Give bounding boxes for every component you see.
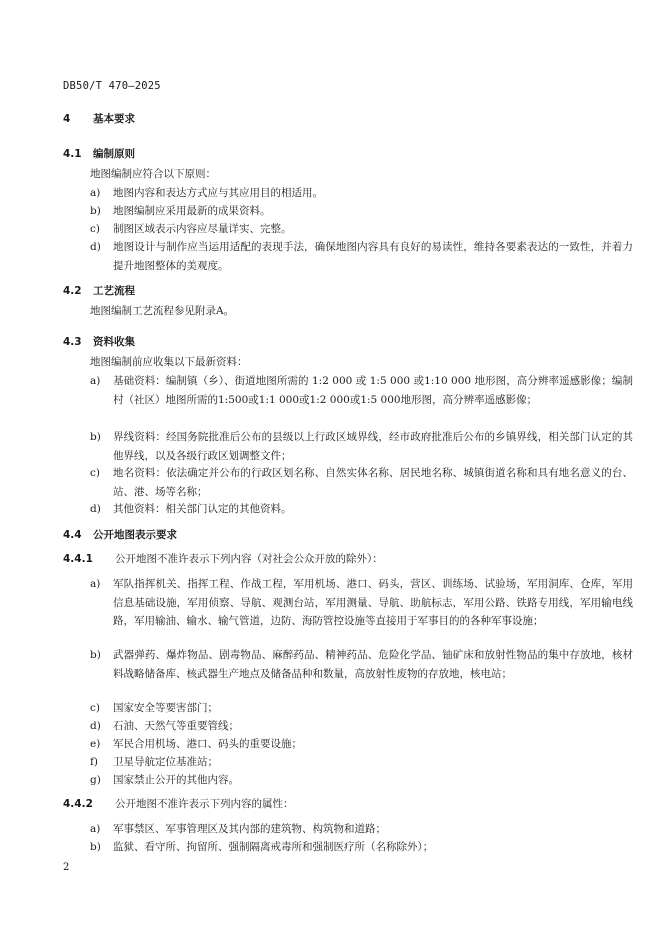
- list-text: 石油、天然气等重要管线；: [113, 720, 239, 732]
- list-text: 武器弹药、爆炸物品、剧毒物品、麻醉药品、精神药品、危险化学品、铀矿床和放射性物品的集中存放地，核材料战略储备库、核武器生产地点及储备品种和数量，高放射性废物的存放地，核电站；: [113, 649, 633, 680]
- paragraph: 地图编制应符合以下原则：: [90, 168, 216, 180]
- list-marker: f): [90, 756, 98, 768]
- list-marker: c): [90, 467, 100, 479]
- clause-text: 公开地图不准许表示下列内容的属性：: [115, 798, 294, 810]
- list-text: 地图设计与制作应当运用适配的表现手法，确保地图内容具有良好的易读性，维持各要素表达的一致性，并着力提升地图整体的美观度。: [113, 241, 633, 272]
- list-text: 其他资料：相关部门认定的其他资料。: [113, 503, 292, 515]
- list-text: 基础资料：编制镇（乡）、街道地图所需的 1:2 000 或 1:5 000 或1:10 000 地形图，高分辨率遥感影像；编制村（社区）地图所需的1:500或1:1 000或1:2 000或1:5 000地形图，高分辨率遥感影像；: [113, 375, 633, 406]
- section-title: 工艺流程: [93, 285, 135, 297]
- list-marker: g): [90, 774, 101, 786]
- list-marker: a): [90, 375, 101, 387]
- section-number: 4.3: [63, 336, 82, 348]
- list-marker: c): [90, 702, 100, 714]
- list-text: 卫星导航定位基准站；: [113, 756, 218, 768]
- section-4-heading: [63, 111, 135, 126]
- list-marker: c): [90, 223, 100, 235]
- list-text: 监狱、看守所、拘留所、强制隔离戒毒所和强制医疗所（名称除外）；: [113, 841, 434, 853]
- section-4-4-heading: [63, 527, 177, 542]
- list-marker: d): [90, 241, 101, 253]
- clause-4-4-2: [63, 796, 294, 811]
- list-text: 军民合用机场、港口、码头的重要设施；: [113, 738, 302, 750]
- page-number: 2: [63, 862, 70, 873]
- list-text: 国家禁止公开的其他内容。: [113, 774, 239, 786]
- clause-text: 公开地图不准许表示下列内容（对社会公众开放的除外）：: [115, 553, 383, 565]
- section-title: 资料收集: [93, 336, 135, 348]
- list-text: 地名资料：依法确定并公布的行政区划名称、自然实体名称、居民地名称、城镇街道名称和具有地名意义的台、站、港、场等名称；: [113, 467, 633, 498]
- paragraph: 地图编制工艺流程参见附录A。: [90, 305, 235, 317]
- section-number: 4.4: [63, 529, 82, 541]
- list-marker: b): [90, 205, 101, 217]
- list-text: 界线资料：经国务院批准后公布的县级以上行政区域界线，经市政府批准后公布的乡镇界线，相关部门认定的其他界线，以及各级行政区划调整文件；: [113, 431, 633, 462]
- clause-number: 4.4.2: [63, 798, 93, 810]
- list-marker: d): [90, 503, 101, 515]
- list-marker: b): [90, 431, 101, 443]
- clause-number: 4.4.1: [63, 553, 93, 565]
- clause-4-4-1: [63, 551, 383, 566]
- section-number: 4.2: [63, 285, 82, 297]
- section-title: 公开地图表示要求: [93, 529, 177, 541]
- list-marker: a): [90, 823, 101, 835]
- list-marker: e): [90, 738, 101, 750]
- section-4-2-heading: [63, 283, 135, 298]
- list-text: 地图内容和表达方式应与其应用目的相适用。: [113, 187, 323, 199]
- list-marker: a): [90, 578, 101, 590]
- paragraph: 地图编制前应收集以下最新资料：: [90, 356, 248, 368]
- list-text: 制图区域表示内容应尽量详实、完整。: [113, 223, 292, 235]
- standard-code: DB50/T 470—2025: [63, 80, 161, 92]
- section-title: 编制原则: [93, 148, 135, 160]
- section-number: 4.1: [63, 148, 82, 160]
- list-marker: a): [90, 187, 101, 199]
- list-text: 国家安全等要害部门；: [113, 702, 218, 714]
- list-marker: b): [90, 649, 101, 661]
- list-marker: d): [90, 720, 101, 732]
- list-text: 地图编制应采用最新的成果资料。: [113, 205, 271, 217]
- list-text: 军队指挥机关、指挥工程、作战工程，军用机场、港口、码头，营区、训练场、试验场，军用洞库、仓库，军用信息基础设施，军用侦察、导航、观测台站，军用测量、导航、助航标志，军用公路、铁路专用线，军用输电线路，军用输油、输水、输气管道，边防、海防管控设施等直接用于军事目的的各种军事设施；: [113, 578, 633, 628]
- section-title: 基本要求: [93, 113, 135, 125]
- section-4-3-heading: [63, 334, 135, 349]
- list-text: 军事禁区、军事管理区及其内部的建筑物、构筑物和道路；: [113, 823, 386, 835]
- list-marker: b): [90, 841, 101, 853]
- section-number: 4: [63, 113, 71, 125]
- section-4-1-heading: [63, 146, 135, 161]
